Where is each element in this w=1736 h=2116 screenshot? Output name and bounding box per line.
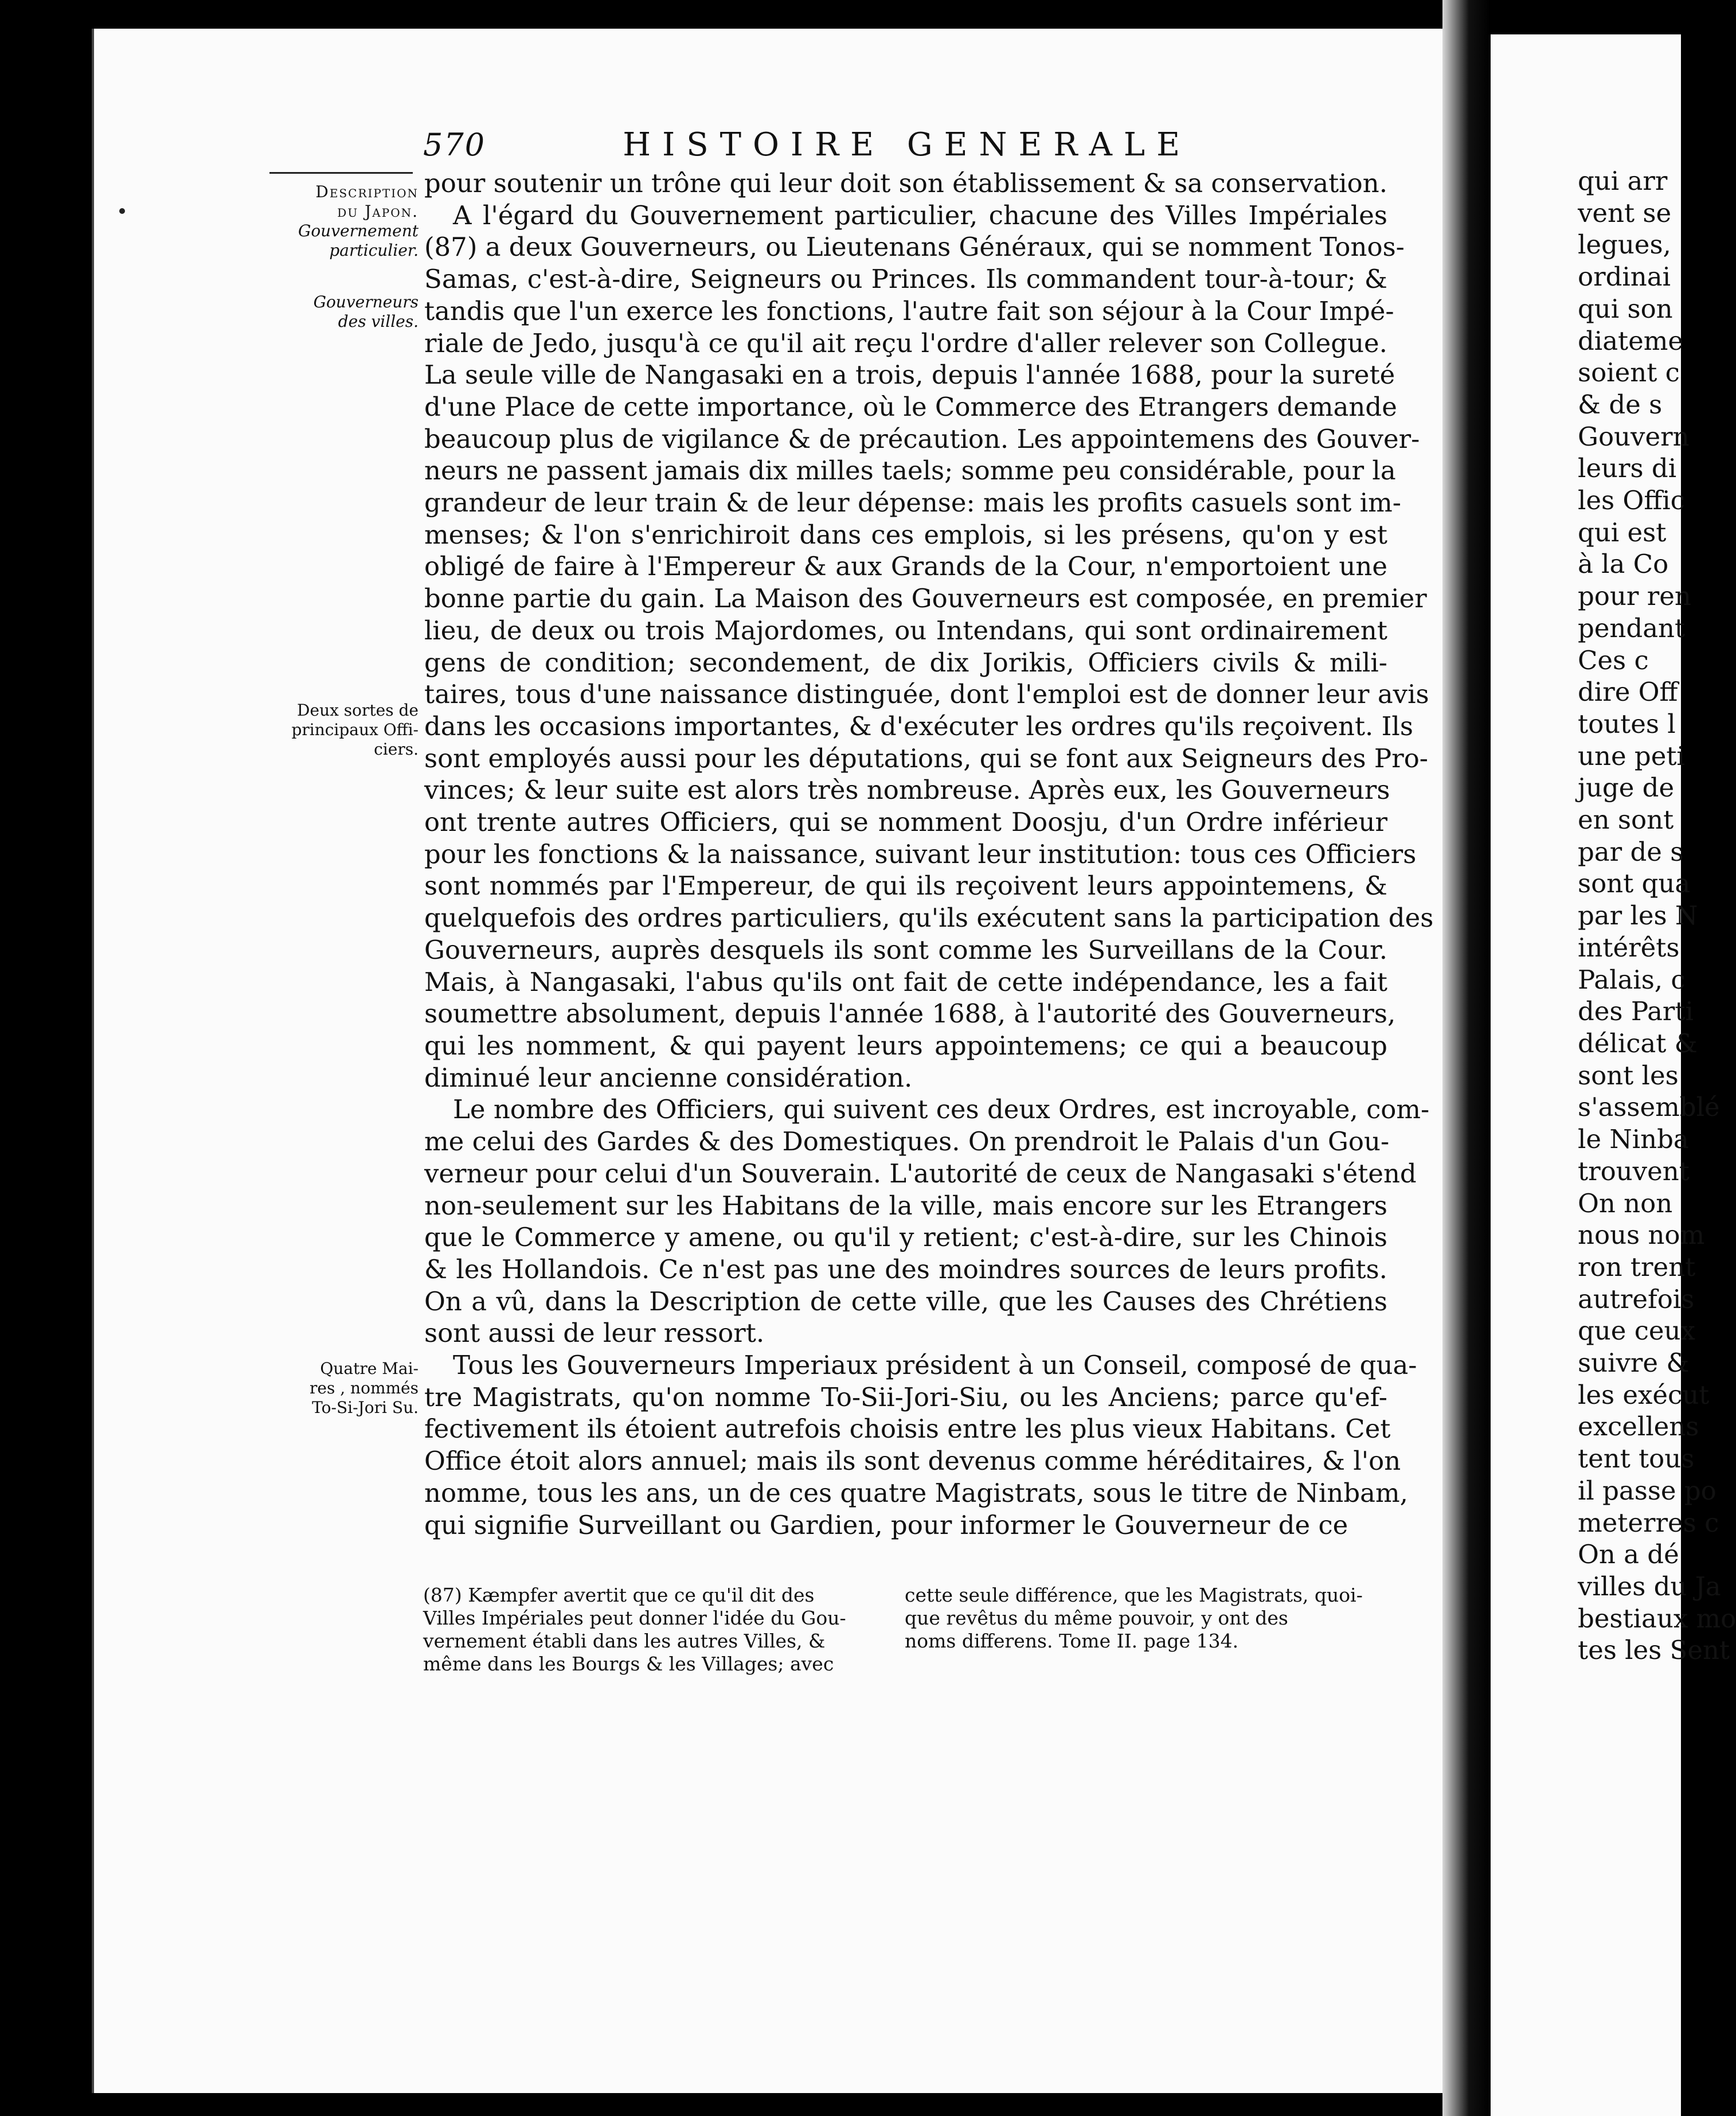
margin-note-line: ciers. <box>374 740 419 759</box>
body-line: riale de Jedo, jusqu'à ce qu'il ait reçu l'ordre d'aller relever son Collegue. <box>424 327 1387 358</box>
right-page-line: autrefois <box>1578 1283 1695 1314</box>
body-line: dans les occasions importantes, & d'exécuter les ordres qu'ils reçoivent. Ils <box>424 710 1413 741</box>
body-line: quelquefois des ordres particuliers, qu'ils exécutent sans la participation des <box>424 903 1434 934</box>
margin-note-line: principaux Offi- <box>291 720 419 739</box>
footnotes <box>423 1584 1363 1676</box>
running-title: HISTOIRE GENERALE <box>623 126 1191 163</box>
footnote-line: (87) Kæmpfer avertit que ce qu'il dit des <box>423 1584 815 1606</box>
body-line: beaucoup plus de vigilance & de précaution. Les appointemens des Gouver- <box>424 423 1420 454</box>
right-page-line: bestiaux mo <box>1578 1603 1736 1634</box>
body-line: me celui des Gardes & des Domestiques. On prendroit le Palais d'un Gou- <box>424 1126 1390 1157</box>
right-page-line: les exécut <box>1578 1379 1710 1410</box>
right-page-line: dire Off <box>1578 677 1678 708</box>
margin-note-maires <box>265 1359 419 1418</box>
right-page-text <box>1578 165 1736 1666</box>
margin-note-section <box>265 182 419 260</box>
body-line: pour soutenir un trône qui leur doit son établissement & sa conservation. <box>424 168 1387 198</box>
body-line: pour les fonctions & la naissance, suivant leur institution: tous ces Officiers <box>424 838 1417 869</box>
right-page-line: Ces c <box>1578 645 1649 676</box>
right-page-line: sont qua <box>1578 868 1691 899</box>
body-line: obligé de faire à l'Empereur & aux Grands de la Cour, n'emportoient une <box>424 551 1387 582</box>
footnote-line: Villes Impériales peut donner l'idée du Gou- <box>423 1607 846 1629</box>
right-page-line: meterres c <box>1578 1507 1719 1538</box>
margin-note-line: des villes. <box>338 312 419 331</box>
body-line: Le nombre des Officiers, qui suivent ces deux Ordres, est incroyable, com- <box>453 1094 1430 1125</box>
body-line: vinces; & leur suite est alors très nombreuse. Après eux, les Gouverneurs <box>424 775 1390 806</box>
right-page-line: villes du Ja <box>1578 1571 1721 1602</box>
right-page-line: tent tous <box>1578 1443 1695 1474</box>
body-line: Office étoit alors annuel; mais ils sont devenus comme héréditaires, & l'on <box>424 1446 1401 1477</box>
footnote-line: cette seule différence, que les Magistrats, quoi- <box>905 1584 1363 1606</box>
right-page-line: par de s <box>1578 836 1684 867</box>
right-page-line: qui est <box>1578 517 1667 548</box>
right-page-line: ron trent <box>1578 1251 1696 1282</box>
body-line: grandeur de leur train & de leur dépense: mais les profits casuels sont im- <box>424 487 1401 518</box>
right-page-line: nous nom <box>1578 1220 1705 1251</box>
body-line: tre Magistrats, qu'on nomme To-Sii-Jori-Siu, ou les Anciens; parce qu'ef- <box>424 1381 1387 1412</box>
right-page-line: soient c <box>1578 357 1680 388</box>
right-page-line: & de s <box>1578 389 1663 420</box>
footnote-column-left <box>423 1584 882 1676</box>
right-page-line: en sont <box>1578 805 1674 836</box>
right-page-line: il passe po <box>1578 1475 1717 1506</box>
right-page-line: pour ren <box>1578 581 1691 612</box>
right-page-line: On a dé <box>1578 1539 1679 1570</box>
body-line: & les Hollandois. Ce n'est pas une des moindres sources de leurs profits. <box>424 1254 1387 1285</box>
body-line: On a vû, dans la Description de cette ville, que les Causes des Chrétiens <box>424 1286 1387 1317</box>
footnote-column-right <box>905 1584 1363 1676</box>
margin-note-gouverneurs <box>265 292 419 331</box>
right-page-line: par les N <box>1578 900 1698 931</box>
footnote-line: noms differens. Tome II. page 134. <box>905 1630 1239 1652</box>
body-line: La seule ville de Nangasaki en a trois, depuis l'année 1688, pour la sureté <box>424 360 1395 391</box>
right-page-line: que ceux <box>1578 1315 1695 1346</box>
body-line: gens de condition; secondement, de dix Jorikis, Officiers civils & mili- <box>424 647 1387 678</box>
body-line: tandis que l'un exerce les fonctions, l'autre fait son séjour à la Cour Impé- <box>424 295 1394 326</box>
body-line: diminué leur ancienne considération. <box>424 1062 913 1093</box>
margin-note-line: To-Si-Jori Su. <box>312 1398 419 1417</box>
right-page-line: legues, <box>1578 229 1671 260</box>
right-page-line: à la Co <box>1578 549 1669 580</box>
page-number: 570 <box>423 127 486 163</box>
ink-dot <box>119 208 125 214</box>
margin-note-line: particulier. <box>329 241 419 260</box>
right-page-line: délicat & <box>1578 1028 1698 1059</box>
margin-note-line: Description <box>315 182 419 201</box>
body-line: Mais, à Nangasaki, l'abus qu'ils ont fait de cette indépendance, les a fait <box>424 966 1387 997</box>
body-line: sont aussi de leur ressort. <box>424 1318 765 1349</box>
margin-note-line: res , nommés <box>310 1379 419 1397</box>
right-page-line: toutes l <box>1578 708 1676 739</box>
margin-note-line: du Japon. <box>337 202 419 221</box>
footnote-line: même dans les Bourgs & les Villages; avec <box>423 1653 834 1675</box>
body-line: soumettre absolument, depuis l'année 1688, à l'autorité des Gouverneurs, <box>424 998 1396 1029</box>
margin-note-line: Gouvernement <box>298 221 419 240</box>
right-page-line: intérêts <box>1578 932 1680 963</box>
margin-note-officiers <box>265 701 419 759</box>
footnote-line: vernement établi dans les autres Villes, & <box>423 1630 826 1652</box>
body-line: bonne partie du gain. La Maison des Gouverneurs est composée, en premier <box>424 583 1427 614</box>
page-header <box>423 126 1191 163</box>
body-line: fectivement ils étoient autrefois choisis entre les plus vieux Habitans. Cet <box>424 1414 1391 1444</box>
margin-note-line: Quatre Mai- <box>320 1359 419 1378</box>
body-line: A l'égard du Gouvernement particulier, chacune des Villes Impériales <box>453 200 1387 231</box>
body-line: Tous les Gouverneurs Imperiaux président à un Conseil, composé de qua- <box>453 1350 1417 1381</box>
right-page-line: tes les Sent <box>1578 1635 1730 1666</box>
footnote-line: que revêtus du même pouvoir, y ont des <box>905 1607 1288 1629</box>
book-gutter <box>1442 0 1491 2116</box>
margin-note-line: Deux sortes de <box>297 701 419 720</box>
body-line: sont employés aussi pour les députations, qui se font aux Seigneurs des Pro- <box>424 743 1429 774</box>
right-page-line: excellens <box>1578 1411 1699 1442</box>
body-line: ont trente autres Officiers, qui se nomment Doosju, d'un Ordre inférieur <box>424 807 1387 838</box>
body-line: menses; & l'on s'enrichiroit dans ces emplois, si les présens, qu'on y est <box>424 519 1387 550</box>
right-page-line: sont les <box>1578 1060 1679 1091</box>
right-page-line: le Ninba <box>1578 1124 1689 1155</box>
body-line: non-seulement sur les Habitans de la ville, mais encore sur les Etrangers <box>424 1190 1387 1221</box>
body-line: lieu, de deux ou trois Majordomes, ou Intendans, qui sont ordinairement <box>424 615 1387 646</box>
body-line: verneur pour celui d'un Souverain. L'autorité de ceux de Nangasaki s'étend <box>424 1158 1417 1189</box>
right-page-line: Gouvern <box>1578 421 1690 452</box>
body-line: que le Commerce y amene, ou qu'il y retient; c'est-à-dire, sur les Chinois <box>424 1222 1387 1253</box>
right-page-line: s'assemblé <box>1578 1092 1720 1123</box>
right-page-line: diateme <box>1578 325 1684 356</box>
right-page-line: qui son <box>1578 293 1673 324</box>
body-line: Gouverneurs, auprès desquels ils sont comme les Surveillans de la Cour. <box>424 934 1387 965</box>
body-line: neurs ne passent jamais dix milles taels; somme peu considérable, pour la <box>424 455 1396 486</box>
margin-rule <box>269 172 413 174</box>
right-page-line: vent se <box>1578 197 1672 228</box>
right-page-line: des Parti <box>1578 996 1694 1027</box>
right-page-line: pendant <box>1578 612 1686 643</box>
body-line: Samas, c'est-à-dire, Seigneurs ou Princes. Ils commandent tour-à-tour; & <box>424 264 1387 295</box>
margin-note-line: Gouverneurs <box>313 292 419 311</box>
body-line: d'une Place de cette importance, où le Commerce des Etrangers demande <box>424 391 1397 422</box>
right-page-line: trouvent <box>1578 1155 1690 1186</box>
body-line: qui signifie Surveillant ou Gardien, pour informer le Gouverneur de ce <box>424 1509 1348 1540</box>
body-text <box>424 167 1434 1541</box>
right-page-line: Palais, c <box>1578 964 1686 995</box>
right-page-line: juge de <box>1578 772 1675 803</box>
right-page-line: On non <box>1578 1188 1673 1219</box>
right-page-line: leurs di <box>1578 453 1677 484</box>
right-page-line: ordinai <box>1578 261 1671 292</box>
right-page-line: les Offic <box>1578 485 1685 516</box>
body-line: (87) a deux Gouverneurs, ou Lieutenans Généraux, qui se nomment Tonos- <box>424 232 1405 263</box>
body-line: taires, tous d'une naissance distinguée, dont l'emploi est de donner leur avis <box>424 679 1429 710</box>
body-line: qui les nomment, & qui payent leurs appointemens; ce qui a beaucoup <box>424 1030 1387 1061</box>
right-page-line: qui arr <box>1578 166 1668 196</box>
body-line: nomme, tous les ans, un de ces quatre Magistrats, sous le titre de Ninbam, <box>424 1477 1408 1508</box>
right-page-line: suivre & <box>1578 1348 1690 1379</box>
body-line: sont nommés par l'Empereur, de qui ils reçoivent leurs appointemens, & <box>424 870 1387 901</box>
right-page-line: une peti <box>1578 740 1685 771</box>
